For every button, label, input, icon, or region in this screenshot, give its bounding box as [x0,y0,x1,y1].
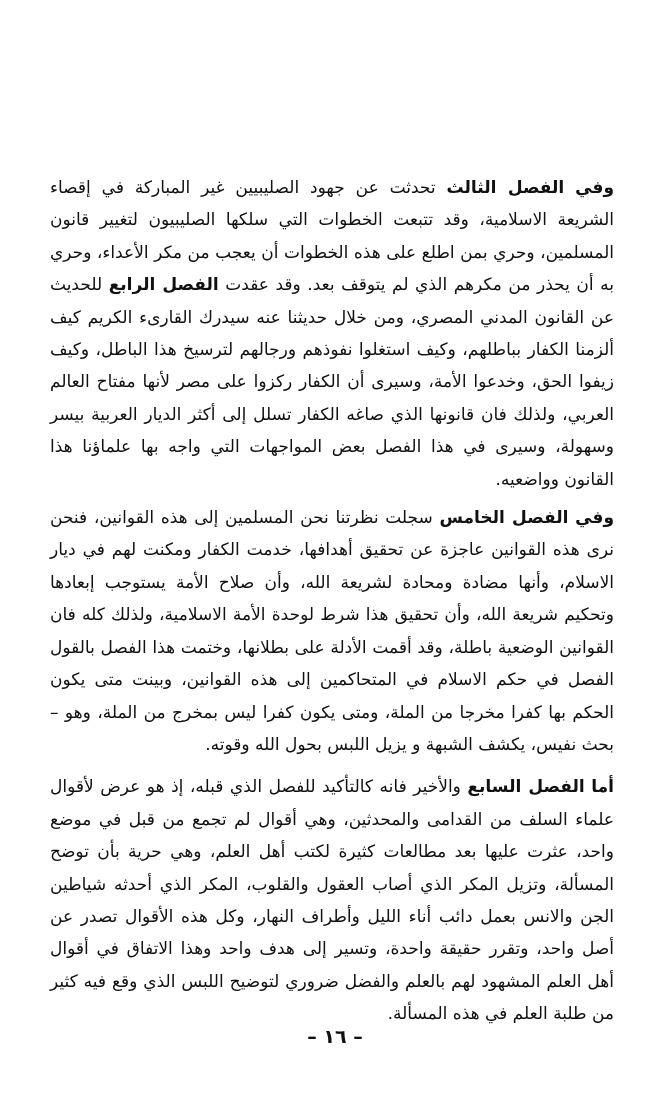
paragraph-chapter-3 [50,172,614,496]
chapter-heading-third: الفصل الثالث [446,178,565,198]
paragraph-chapter-5 [50,502,614,761]
paragraph-lead: وفي [575,508,615,529]
chapter-heading-fourth: الفصل الرابع [108,275,219,296]
paragraph-text: للحديث عن القانون المدني المصري، ومن خلال حديثنا عنه سيدرك القارىء الكريم كيف ألزمنا الكفار بباطلهم، وكيف استغلوا نفوذهم ورجالهم لترسيخ هذا الباطل، وكيف زيفوا الحق، وخدعوا الأمة، وسيرى أن الكفار ركزوا على مصر لأنها مفتاح العالم العربي، ولذلك فان قانونها الذي صاغه الكفار تسلل إلى أكثر الديار العربية بيسر وسهولة، وسيرى في هذا الفصل بعض المواجهات التي واجه بها علماؤنا هذا القانون وواضعيه. [50,275,614,490]
paragraph-lead: وفي [575,178,615,198]
chapter-heading-fifth: الفصل الخامس [439,508,569,529]
paragraph-text: والأخير فانه كالتأكيد للفصل الذي قبله، إذ هو عرض لأقوال علماء السلف من القدامى والمحدثين، وهي أقوال لم تجمع من قبل في موضع واحد، عثرت عليها بعد مطالعات كثيرة لكتب أهل العلم، وهي حرية بأن توضح المسألة، وتزيل المكر الذي أصاب العقول والقلوب، المكر الذي أحدثه شياطين الجن والانس بعمل دائب أناء الليل وأطراف النهار، وكل هذه الأقوال تصدر عن أصل واحد، وتقرر حقيقة واحدة، وتسير إلى هدف واحد وهذا الاتفاق في أقوال أهل العلم المشهود لهم بالعلم والفضل ضروري لتوضيح اللبس الذي وقع فيه كثير من طلبة العلم في هذه المسألة. [50,777,614,1025]
paragraph-text: سجلت نظرتنا نحن المسلمين إلى هذه القوانين، فنحن نرى هذه القوانين عاجزة عن تحقيق أهدافها، خدمت الكفار ومكنت لهم في ديار الاسلام، وأنها مضادة ومحادة لشريعة الله، وأن صلاح الأمة يستوجب إبعادها وتحكيم شريعة الله، وأن تحقيق هذا شرط لوحدة الأمة الاسلامية، ولذلك كله فان القوانين الوضعية باطلة، وقد أقمت الأدلة على بطلانها، وختمت هذا الفصل بالقول الفصل في حكم الاسلام في المتحاكمين إلى هذه القوانين، وبينت متى يكون الحكم بها كفرا مخرجا من الملة، ومتى يكون كفرا ليس بمخرج من الملة، وهو – بحث نفيس، يكشف الشبهة و يزيل اللبس بحول الله وقوته. [50,508,614,755]
paragraph-lead: أما [591,777,615,798]
page-number: – ١٦ – [307,1026,363,1048]
paragraph-text: تحدثت عن جهود الصليبيين غير المباركة في إقصاء الشريعة الاسلامية، وقد تتبعت الخطوات التي سلكها الصليبيون لتغيير قانون المسلمين، وحري بمن اطلع على هذه الخطوات أن يعجب من مكر الأعداء، وحري به أن يحذر من مكرهم الذي لم يتوقف بعد. وقد عقدت [50,178,614,296]
chapter-heading-seventh: الفصل السابع [467,777,585,798]
paragraph-chapter-7 [50,771,614,1030]
page-body [50,172,614,1031]
